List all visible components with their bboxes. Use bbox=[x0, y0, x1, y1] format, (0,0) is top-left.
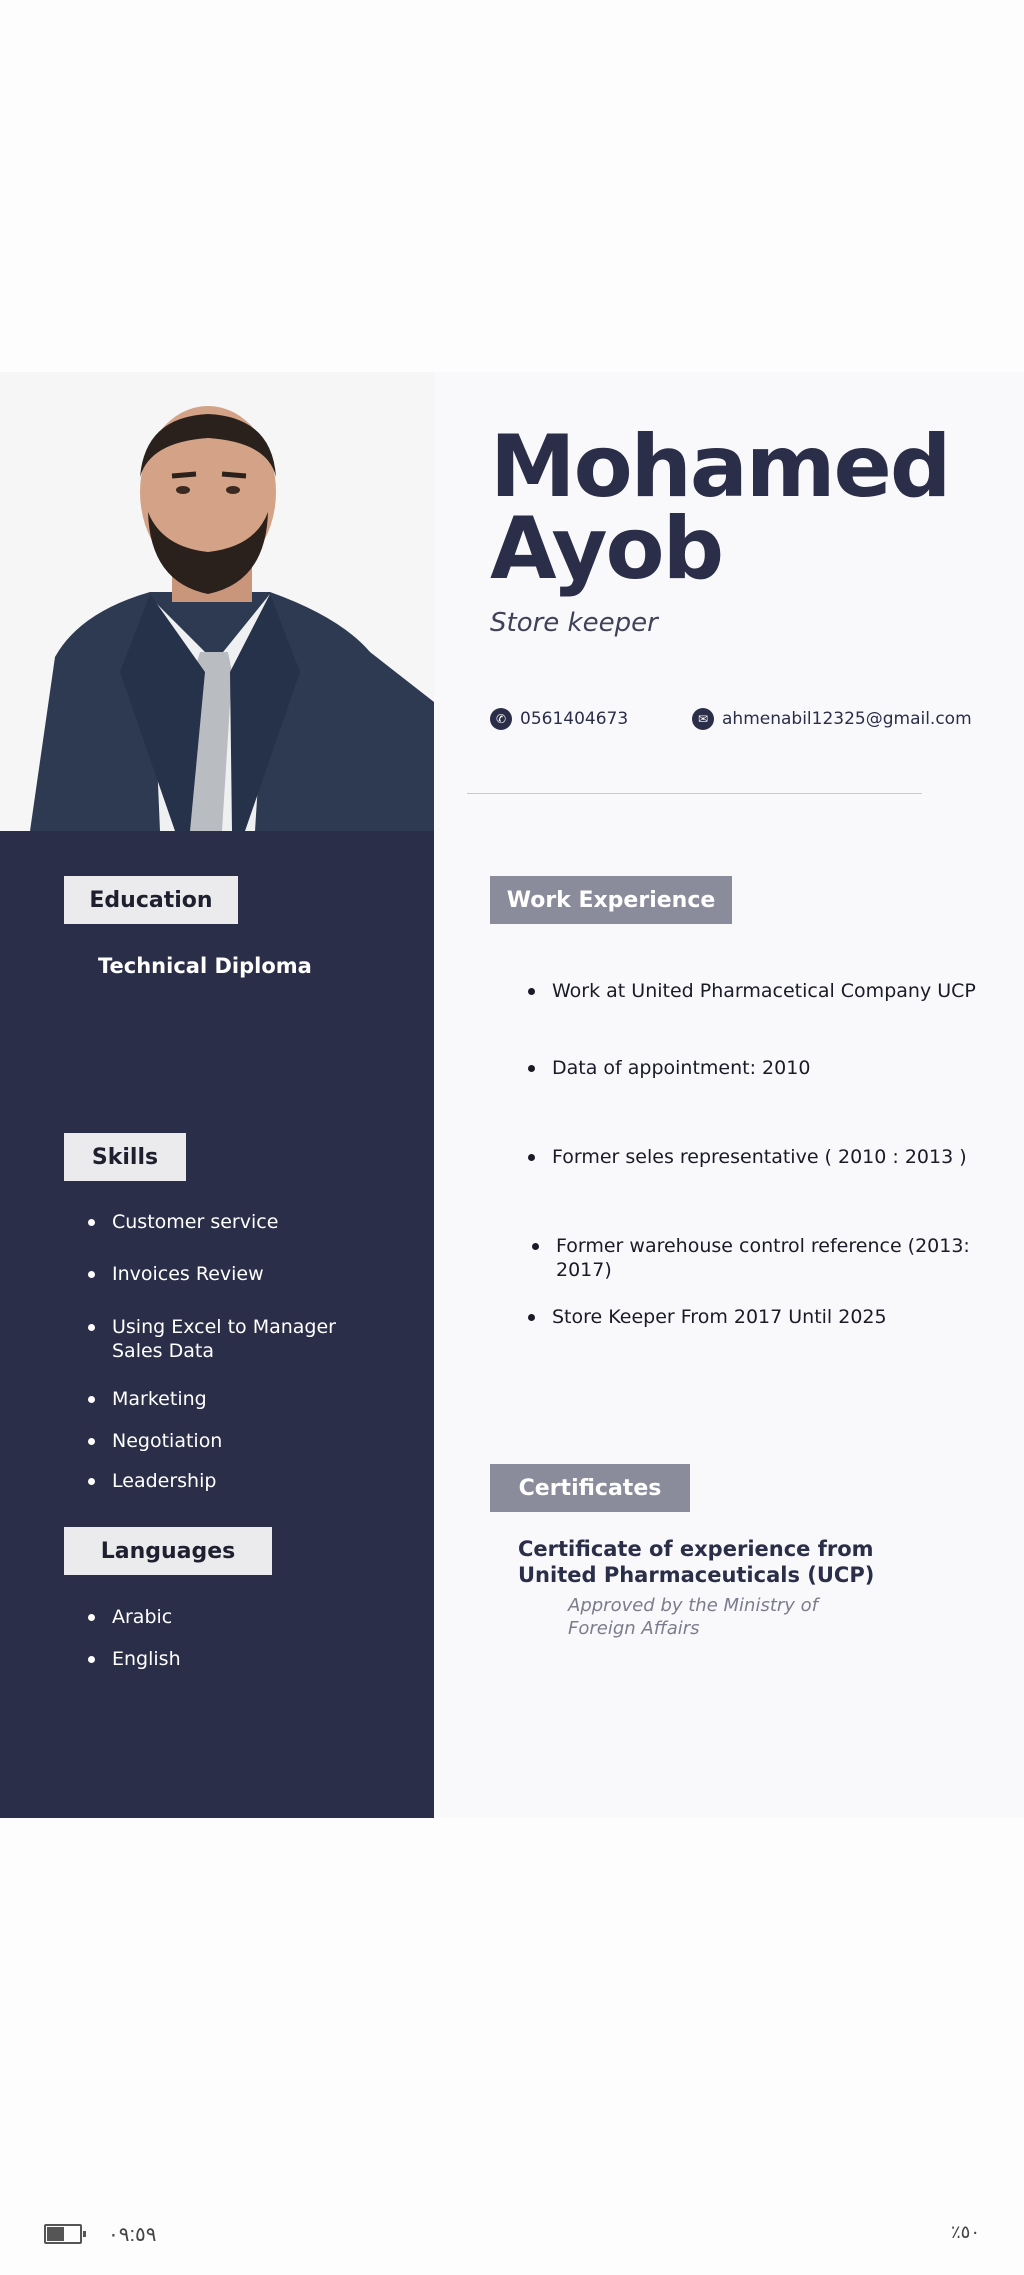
portrait-image bbox=[0, 372, 434, 831]
battery-level bbox=[47, 2227, 64, 2241]
languages-heading: Languages bbox=[64, 1527, 272, 1575]
resume-page bbox=[0, 372, 1024, 1818]
email-icon: ✉ bbox=[692, 708, 714, 730]
certificate-note: Approved by the Ministry of Foreign Affairs bbox=[568, 1595, 819, 1639]
full-name bbox=[490, 417, 950, 599]
email-address: ahmenabil12325@gmail.com bbox=[722, 709, 972, 729]
skill-item: Customer service bbox=[88, 1210, 278, 1234]
work-item: Work at United Pharmacetical Company UCP bbox=[528, 979, 976, 1003]
phone-contact bbox=[490, 708, 628, 730]
email-contact bbox=[692, 708, 972, 730]
work-item: Former seles representative ( 2010 : 2013 ) bbox=[528, 1145, 967, 1169]
skill-item: Invoices Review bbox=[88, 1262, 264, 1286]
last-name: Ayob bbox=[490, 499, 723, 599]
skills-heading: Skills bbox=[64, 1133, 186, 1181]
battery-icon bbox=[44, 2224, 82, 2244]
job-title: Store keeper bbox=[490, 608, 658, 638]
work-item: Data of appointment: 2010 bbox=[528, 1056, 810, 1080]
language-item: English bbox=[88, 1647, 181, 1671]
work-item: Former warehouse control reference (2013: 2017) bbox=[532, 1234, 1008, 1282]
profile-photo bbox=[0, 372, 434, 831]
skill-item: Leadership bbox=[88, 1469, 216, 1493]
status-bar bbox=[0, 2210, 1024, 2260]
certificates-heading: Certificates bbox=[490, 1464, 690, 1512]
skill-item: Using Excel to Manager Sales Data bbox=[88, 1315, 388, 1363]
work-experience-heading: Work Experience bbox=[490, 876, 732, 924]
skill-item: Marketing bbox=[88, 1387, 207, 1411]
education-heading: Education bbox=[64, 876, 238, 924]
status-time: ٠٩:٥٩ bbox=[108, 2224, 157, 2246]
phone-icon: ✆ bbox=[490, 708, 512, 730]
work-item: Store Keeper From 2017 Until 2025 bbox=[528, 1305, 887, 1329]
language-item: Arabic bbox=[88, 1605, 172, 1629]
skill-item: Negotiation bbox=[88, 1429, 222, 1453]
education-item: Technical Diploma bbox=[98, 954, 312, 978]
battery-percentage: ٪٥٠ bbox=[950, 2222, 980, 2242]
first-name: Mohamed bbox=[490, 417, 950, 517]
phone-number: 0561404673 bbox=[520, 709, 629, 729]
certificate-name: Certificate of experience from United Pharmaceuticals (UCP) bbox=[518, 1537, 875, 1587]
header-divider bbox=[467, 793, 922, 794]
